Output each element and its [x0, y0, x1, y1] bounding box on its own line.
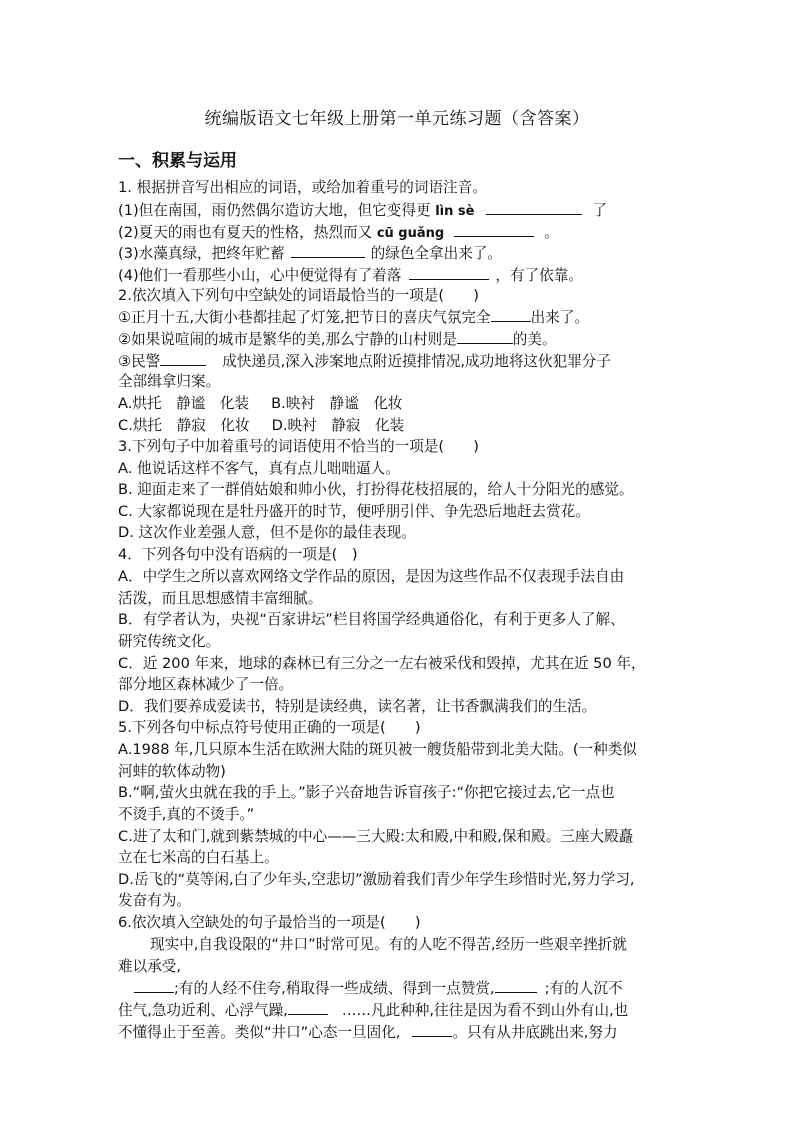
option-d[interactable]: D.映衬 静寂 化装 [271, 417, 405, 434]
option-a[interactable]: A．中学生之所以喜欢网络文学作品的原因，是因为这些作品不仅表现手法自由 [118, 568, 625, 585]
answer-blank[interactable] [409, 265, 489, 280]
q1-item3-text: (3)水藻真绿，把终年贮蓄 [118, 245, 285, 262]
q1-item1-pinyin: lìn sè [435, 204, 475, 219]
question-3-stem: 3.下列句子中加着重号的词语使用不恰当的一项是( ) [118, 438, 479, 455]
passage-line-4-text: 住气,急功近利、心浮气躁, [118, 1002, 288, 1019]
answer-blank[interactable] [491, 307, 531, 322]
q1-item4-tail: ，有了依靠。 [495, 267, 583, 284]
option-b[interactable]: B. 迎面走来了一群俏姑娘和帅小伙，打扮得花枝招展的，给人十分阳光的感觉。 [118, 481, 634, 498]
passage-line-1: 现实中,自我设限的“井口”时常可见。有的人吃不得苦,经历一些艰辛挫折就 [150, 936, 627, 953]
option-c[interactable]: C. 大家都说现在是牡丹盛开的时节，便呼朋引伴、争先恐后地赶去赏花。 [118, 503, 590, 520]
passage-line-4-tail: ……凡此种种,往往是因为看不到山外有山,也 [341, 1002, 629, 1019]
question-2-options-row-2 [118, 416, 404, 436]
option-c[interactable]: C.烘托 静寂 化妆 [118, 417, 250, 434]
q1-item3-tail: 的绿色全拿出来了。 [370, 245, 502, 262]
question-5-stem: 5.下列各句中标点符号使用正确的一项是( ) [118, 719, 421, 736]
question-6-stem: 6.依次填入空缺处的句子最恰当的一项是( ) [118, 914, 421, 931]
passage-line-5 [118, 1022, 618, 1043]
option-c[interactable]: C．近 200 年来，地球的森林已有三分之一左右被采伐和毁掉，尤其在近 50 年， [118, 655, 646, 672]
option-d[interactable]: D.岳飞的“莫等闲,白了少年头,空悲切”激励着我们青少年学生珍惜时光,努力学习, [118, 871, 635, 888]
option-a[interactable]: A.烘托 静谧 化装 [118, 395, 250, 412]
q1-item2-pinyin: cū guǎng [376, 226, 445, 241]
q2-s3-text: ③民警 [118, 353, 161, 370]
question-2-stem: 2.依次填入下列句中空缺处的词语最恰当的一项是( ) [118, 287, 479, 304]
option-b[interactable]: B.“啊,萤火虫就在我的手上。”影子兴奋地告诉盲孩子:“你把它接过去,它一点也 [118, 784, 615, 801]
question-1-stem: 1. 根据拼音写出相应的词语，或给加着重号的词语注音。 [118, 179, 487, 196]
q2-s1-tail: 出来了。 [530, 309, 590, 326]
option-d[interactable]: D. 这次作业差强人意，但不是你的最佳表现。 [118, 524, 416, 541]
page-title: 统编版语文七年级上册第一单元练习题（含答案） [204, 109, 590, 129]
option-c[interactable]: C.进了太和门,就到紫禁城的中心——三大殿:太和殿,中和殿,保和殿。三座大殿矗 [118, 828, 634, 845]
answer-blank[interactable] [160, 351, 206, 366]
answer-blank[interactable] [457, 329, 513, 344]
passage-line-3-tail: ;有的人沉不 [544, 980, 623, 997]
question-1-item-4 [118, 265, 583, 286]
option-b[interactable]: B.映衬 静谧 化妆 [271, 395, 403, 412]
answer-blank[interactable] [291, 243, 365, 258]
passage-line-5-tail: 。只有从井底跳出来,努力 [452, 1024, 618, 1041]
answer-blank[interactable] [134, 978, 174, 993]
passage-line-3 [134, 978, 623, 999]
answer-blank[interactable] [495, 978, 537, 993]
option-c-cont: 立在七米高的白石基上。 [118, 849, 279, 866]
question-4-stem: 4．下列各句中没有语病的一项是( ) [118, 546, 358, 563]
answer-blank[interactable] [454, 222, 534, 237]
section-heading: 一、积累与运用 [118, 151, 237, 171]
q1-item2-text: (2)夏天的雨也有夏天的性格，热烈而又 [118, 224, 377, 241]
question-1-item-3 [118, 243, 502, 264]
q1-item1-tail: 了 [592, 202, 608, 219]
q2-s3-tail: 成快递员,深入涉案地点附近摸排情况,成功地将这伙犯罪分子 [222, 353, 611, 370]
question-1-item-2 [118, 222, 559, 244]
question-2-sentence-2 [118, 329, 557, 350]
option-a-cont: 河蚌的软体动物) [118, 763, 226, 780]
q2-s2-text: ②如果说喧闹的城市是繁华的美,那么宁静的山村则是 [118, 331, 457, 348]
option-a-cont: 活泼，而且思想感情丰富细腻。 [118, 590, 323, 607]
passage-line-5-text: 不懂得止于至善。类似“井口”心态一旦固化, [118, 1024, 401, 1041]
q1-item4-text: (4)他们一看那些小山，心中便觉得有了着落 [118, 267, 402, 284]
option-a[interactable]: A.1988 年,几只原本生活在欧洲大陆的斑贝被一艘货船带到北美大陆。(一种类似 [118, 741, 637, 758]
question-2-sentence-3 [118, 351, 611, 372]
answer-blank[interactable] [486, 200, 582, 215]
question-1-item-1 [118, 200, 607, 222]
q1-item1-text: (1)但在南国，雨仍然偶尔造访大地，但它变得更 [118, 202, 436, 219]
option-a[interactable]: A. 他说话这样不客气，真有点儿咄咄逼人。 [118, 460, 400, 477]
question-2-sentence-1 [118, 307, 589, 328]
option-d-cont: 发奋有为。 [118, 892, 191, 909]
q2-s2-tail: 的美。 [512, 331, 557, 348]
q2-s1-text: ①正月十五,大街小巷都挂起了灯笼,把节日的喜庆气氛完全 [118, 309, 491, 326]
option-b[interactable]: B．有学者认为，央视“百家讲坛”栏目将国学经典通俗化，有利于更多人了解、 [118, 611, 625, 628]
passage-line-2: 难以承受, [118, 958, 182, 975]
question-2-options-row-1 [118, 394, 403, 414]
q1-item2-tail: 。 [544, 224, 559, 241]
option-b-cont: 不烫手,真的不烫手。” [118, 806, 255, 823]
answer-blank[interactable] [288, 1000, 328, 1015]
option-c-cont: 部分地区森林减少了一倍。 [118, 676, 294, 693]
question-2-sentence-3-cont: 全部缉拿归案。 [118, 373, 221, 390]
option-b-cont: 研究传统文化。 [118, 633, 221, 650]
answer-blank[interactable] [412, 1022, 452, 1037]
passage-line-3-text: ;有的人经不住夸,稍取得一些成绩、得到一点赞赏, [174, 980, 495, 997]
option-d[interactable]: D．我们要养成爱读书，特别是读经典，读名著，让书香飘满我们的生活。 [118, 698, 597, 715]
passage-line-4 [118, 1000, 628, 1021]
